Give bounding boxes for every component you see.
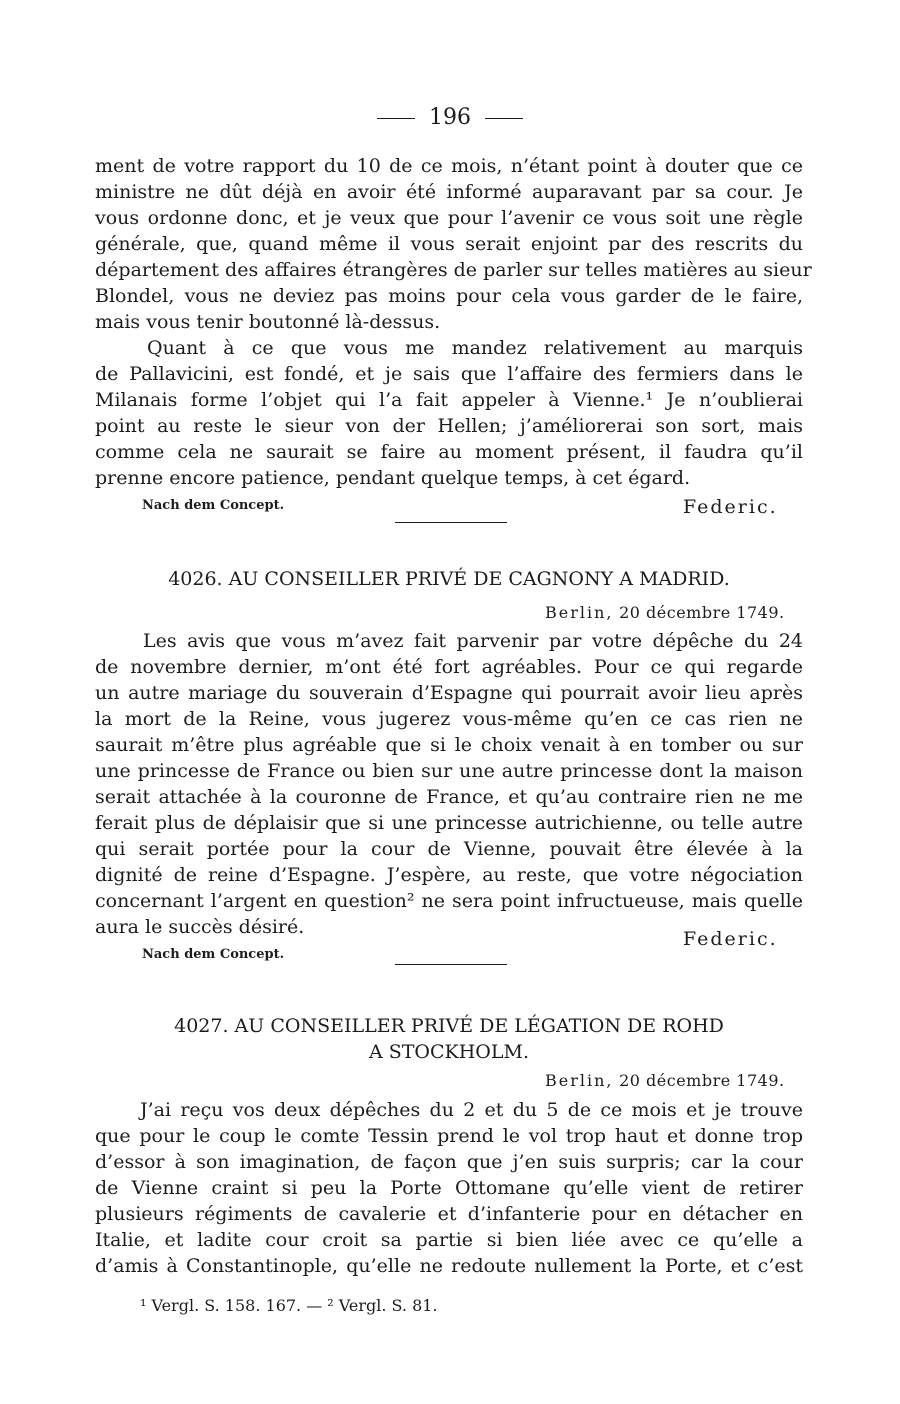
page-number: 196: [429, 105, 471, 130]
text-line: prenne encore patience, pendant quelque temps, à cet égard.: [95, 467, 691, 489]
text-line: Blondel, vous ne deviez pas moins pour cela vous garder de le faire,: [95, 285, 803, 307]
text-line: ferait plus de déplaisir que si une princesse autrichienne, ou telle autre: [95, 812, 803, 834]
dateline-place: Berlin,: [545, 1071, 614, 1090]
text-line: de Pallavicini, est fondé, et je sais que l’affaire des fermiers dans le: [95, 363, 803, 385]
footnotes: ¹ Vergl. S. 158. 167. — ² Vergl. S. 81.: [140, 1296, 438, 1315]
text-line: un autre mariage du souverain d’Espagne qui pourrait avoir lieu après: [95, 682, 803, 704]
signature: Federic.: [683, 496, 778, 518]
text-line: générale, que, quand même il vous serait enjoint par des rescrits du: [95, 233, 803, 255]
text-line: point au reste le sieur von der Hellen; j’améliorerai son sort, mais: [95, 415, 803, 437]
source-note: Nach dem Concept.: [142, 947, 285, 962]
section-divider: [395, 522, 507, 523]
text-line: une princesse de France ou bien sur une autre princesse dont la maison: [95, 760, 803, 782]
text-line: Italie, et ladite cour croit sa partie si bien liée avec ce qu’elle a: [95, 1229, 803, 1251]
dateline-place: Berlin,: [545, 603, 614, 622]
signature: Federic.: [683, 928, 778, 950]
text-line: plusieurs régiments de cavalerie et d’infanterie pour en détacher en: [95, 1203, 803, 1225]
header-rule-left: [377, 118, 415, 119]
text-line: Les avis que vous m’avez fait parvenir par votre dépêche du 24: [143, 630, 803, 652]
text-line: département des affaires étrangères de parler sur telles matières au sieur: [95, 259, 812, 281]
section-divider: [395, 964, 507, 965]
header-rule-right: [485, 118, 523, 119]
dateline: [545, 603, 785, 622]
text-line: la mort de la Reine, vous jugerez vous-même qu’en ce cas rien ne: [95, 708, 803, 730]
text-line: saurait m’être plus agréable que si le choix venait à en tomber ou sur: [95, 734, 803, 756]
letter-heading-continued: A STOCKHOLM.: [368, 1041, 529, 1063]
dateline: [545, 1071, 785, 1090]
text-line: aura le succès désiré.: [95, 916, 305, 938]
text-line: vous ordonne donc, et je veux que pour l’avenir ce vous soit une règle: [95, 207, 803, 229]
text-line: ministre ne dût déjà en avoir été informé auparavant par sa cour. Je: [95, 181, 803, 203]
text-line: concernant l’argent en question² ne sera point infructueuse, mais quelle: [95, 890, 803, 912]
source-note: Nach dem Concept.: [142, 498, 285, 513]
text-line: J’ai reçu vos deux dépêches du 2 et du 5 de ce mois et je trouve: [140, 1099, 803, 1121]
text-line: que pour le coup le comte Tessin prend le vol trop haut et donne trop: [95, 1125, 803, 1147]
text-line: d’essor à son imagination, de façon que j’en suis surpris; car la cour: [95, 1151, 803, 1173]
text-line: ment de votre rapport du 10 de ce mois, n’étant point à douter que ce: [95, 155, 803, 177]
text-line: qui serait portée pour la cour de Vienne, pouvait être élevée à la: [95, 838, 803, 860]
text-line: d’amis à Constantinople, qu’elle ne redoute nullement la Porte, et c’est: [95, 1255, 803, 1277]
text-line: comme cela ne saurait se faire au moment présent, il faudra qu’il: [95, 441, 803, 463]
text-line: de novembre dernier, m’ont été fort agréables. Pour ce qui regarde: [95, 656, 803, 678]
text-line: mais vous tenir boutonné là-dessus.: [95, 311, 441, 333]
text-line: dignité de reine d’Espagne. J’espère, au reste, que votre négociation: [95, 864, 803, 886]
letter-heading: 4027. AU CONSEILLER PRIVÉ DE LÉGATION DE ROHD: [174, 1015, 724, 1037]
text-line: Quant à ce que vous me mandez relativement au marquis: [147, 337, 803, 359]
text-line: Milanais forme l’objet qui l’a fait appeler à Vienne.¹ Je n’oublierai: [95, 389, 803, 411]
dateline-date: 20 décembre 1749.: [619, 1071, 785, 1090]
letter-heading: 4026. AU CONSEILLER PRIVÉ DE CAGNONY A MADRID.: [168, 568, 730, 590]
text-line: serait attachée à la couronne de France, et qu’au contraire rien ne me: [95, 786, 803, 808]
text-line: de Vienne craint si peu la Porte Ottomane qu’elle vient de retirer: [95, 1177, 803, 1199]
dateline-date: 20 décembre 1749.: [619, 603, 785, 622]
page-header: [0, 105, 900, 130]
